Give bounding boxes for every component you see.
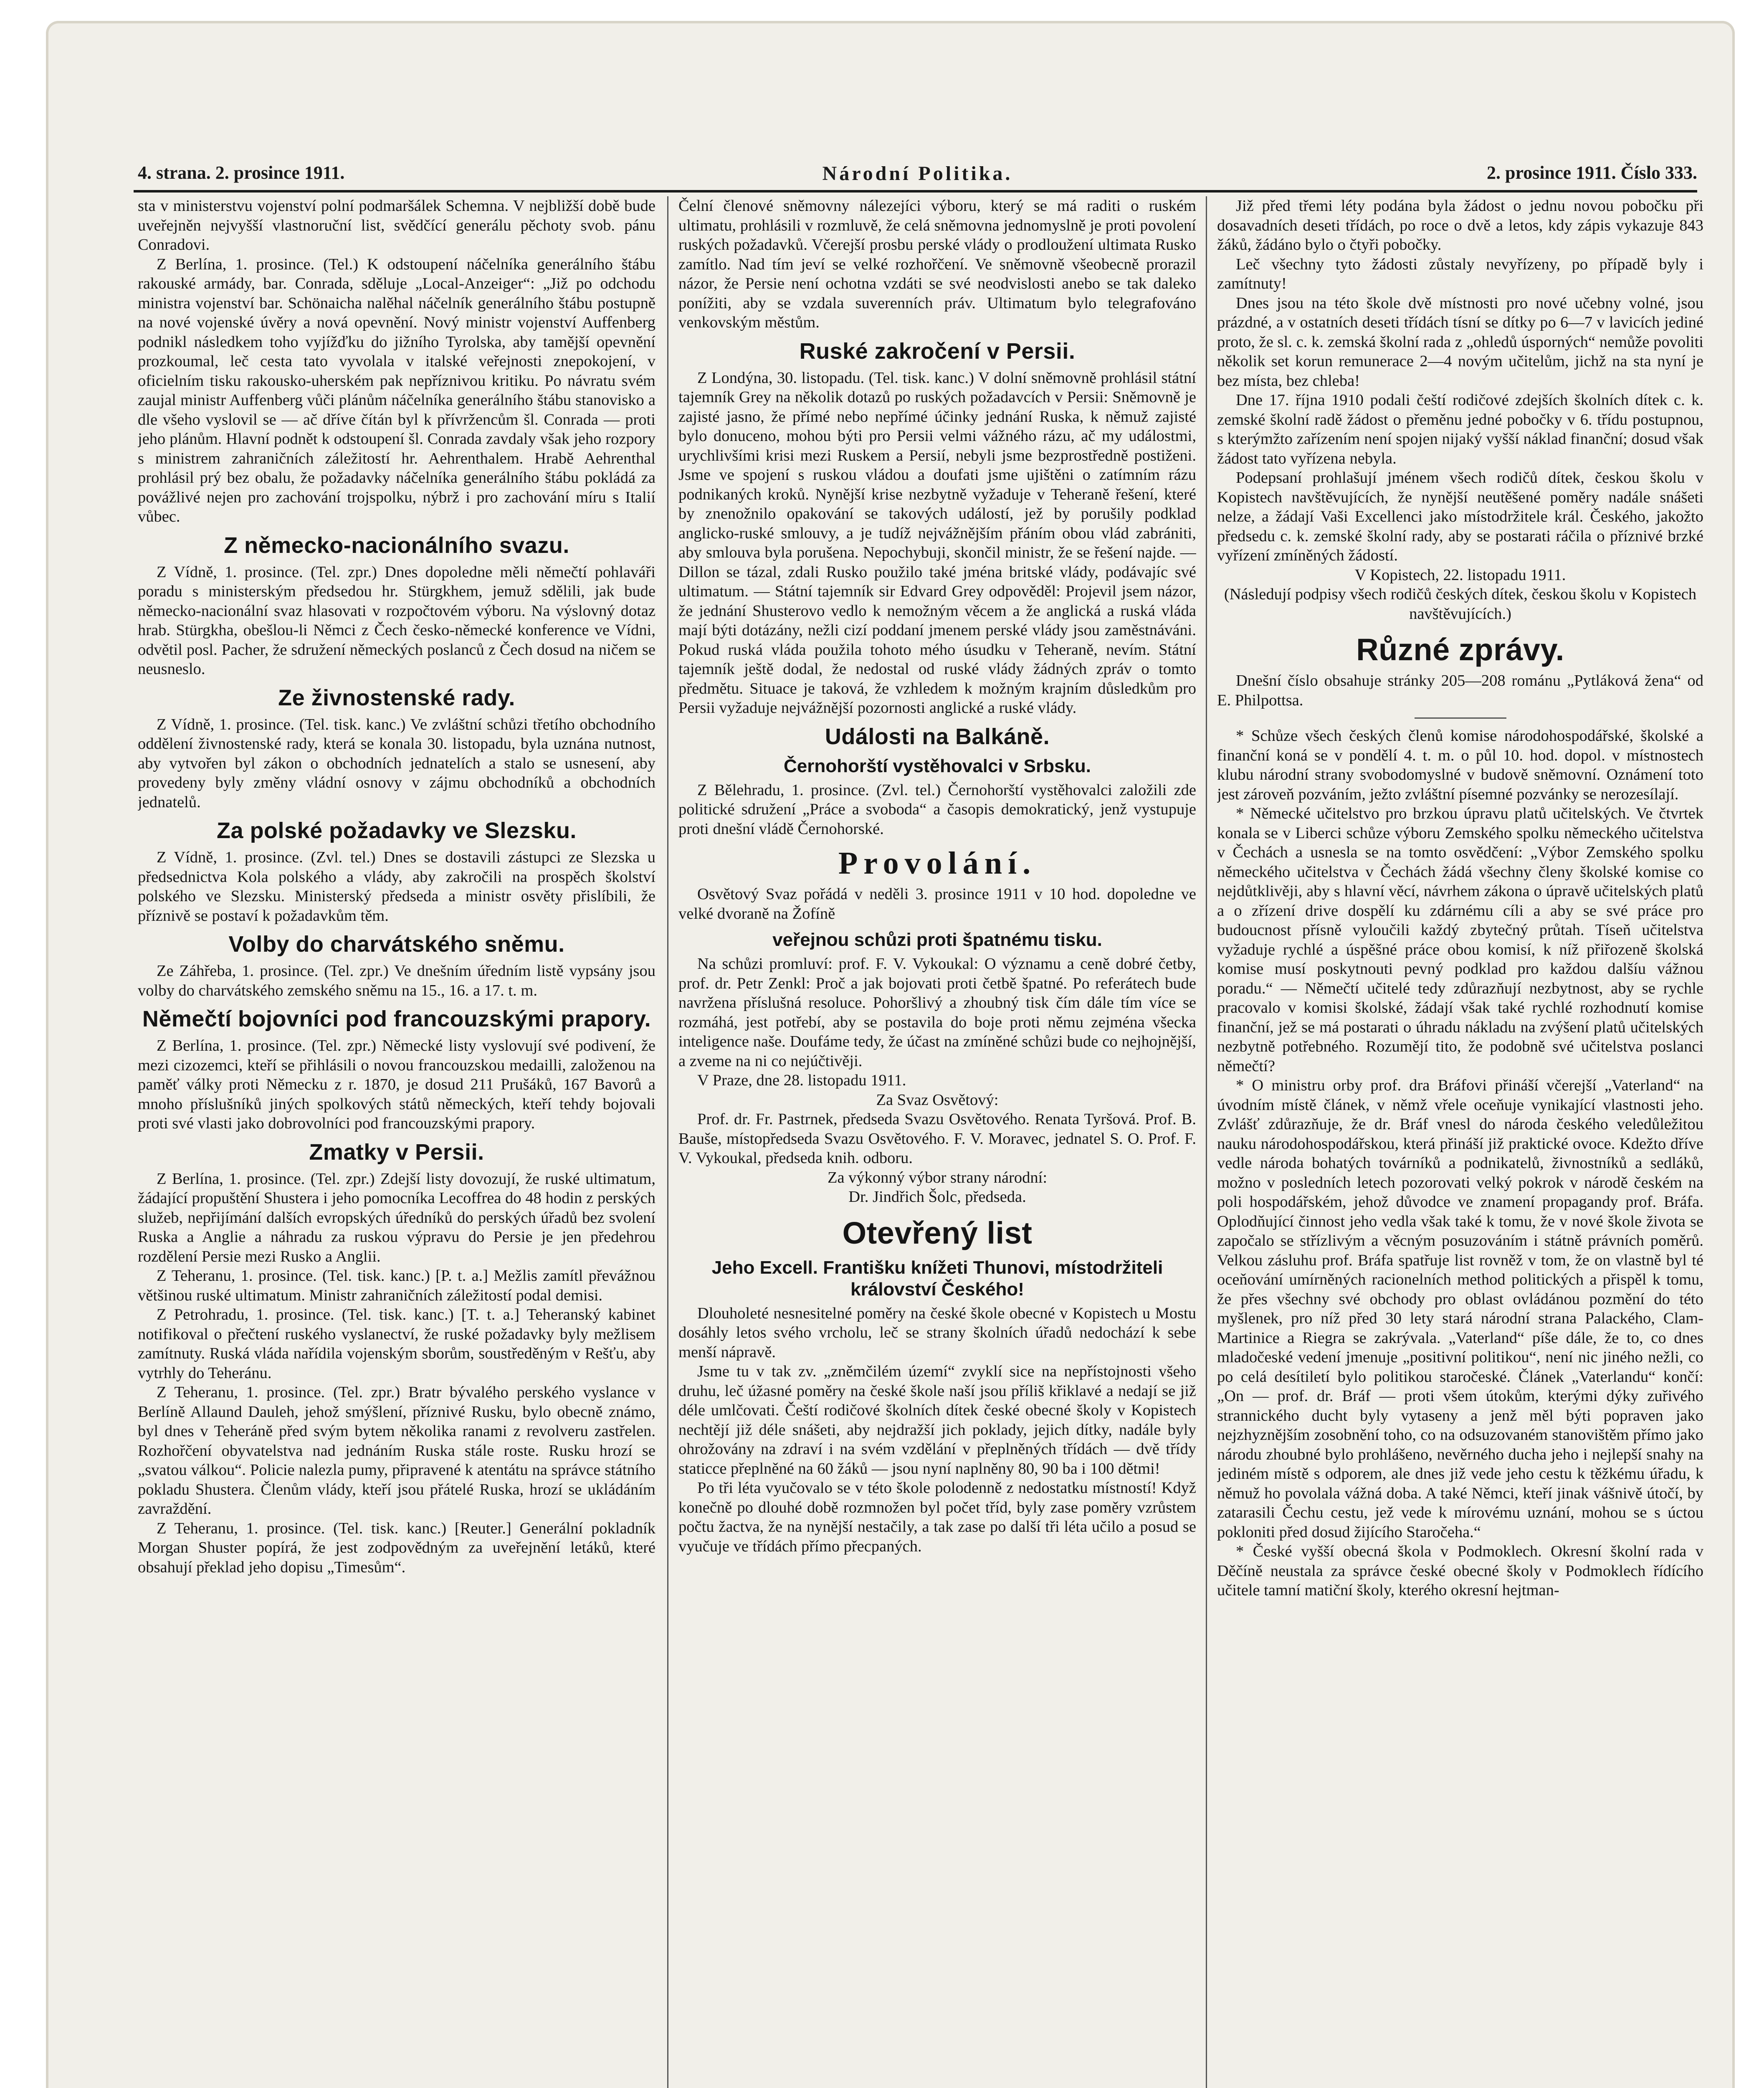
article-text: Z Bělehradu, 1. prosince. (Zvl. tel.) Černohorští vystěhovalci založili zde politické sdružení „Práce a svoboda“ a časopis demokratický, jenž vystupuje proti dnešní vládě Černohorské. bbox=[678, 781, 1196, 838]
article-heading: Zmatky v Persii. bbox=[309, 1139, 484, 1165]
signature-line: Za Svaz Osvětový: bbox=[876, 1091, 999, 1109]
article-text: Na schůzi promluví: prof. F. V. Vykoukal: O významu a ceně dobré četby, prof. dr. Petr Zenkl: Proč a jak bojovati proti četbě špatné. Po referátech bude navržena příslušná resoluce. Pohoršlivý a zhoubný tisk čím dále tím více se rozmáhá, jest potřebí, aby se postavila do boje proti němu zejména všecka inteligence naše. Doufáme tedy, že účast na zmíněné schůzi bude co nejhojnější, a zveme na ni co nejúčtivěji. bbox=[678, 955, 1196, 1070]
header-date-and-issue: 2. prosince 1911. Číslo 333. bbox=[1486, 162, 1697, 183]
open-letter-heading: Otevřený list bbox=[842, 1215, 1033, 1250]
column-divider bbox=[667, 196, 668, 2088]
article-heading: Němečtí bojovníci pod francouzskými prapory. bbox=[142, 1006, 651, 1031]
article-text: Dnešní číslo obsahuje stránky 205—208 románu „Pytláková žena“ od E. Philpottsa. bbox=[1217, 672, 1703, 709]
column-divider bbox=[1206, 196, 1207, 2088]
article-text: V Praze, dne 28. listopadu 1911. bbox=[697, 1072, 906, 1089]
article-text: Z Teheranu, 1. prosince. (Tel. tisk. kanc.) [Reuter.] Generální pokladník Morgan Shuster popírá, že jest zodpovědným za uveřejnění letáků, které obsahují překlad jeho dopisu „Timesům“. bbox=[138, 1519, 655, 1576]
signature-line: (Následují podpisy všech rodičů českých dítek, českou školu v Kopistech navštěvujících.) bbox=[1224, 585, 1697, 623]
article-heading: Volby do charvátského sněmu. bbox=[228, 932, 565, 957]
signature-line: Dr. Jindřich Šolc, předseda. bbox=[848, 1188, 1026, 1206]
article-text: Leč všechny tyto žádosti zůstaly nevyřízeny, po případě byly i zamítnuty! bbox=[1217, 255, 1703, 292]
article-text: Dnes jsou na této škole dvě místnosti pro nové učebny volné, jsou prázdné, a v ostatních deseti třídách tísní se dítky po 6—7 v lavicích jediné proto, že sl. c. k. zemská školní rada z „ohledů úsporných“ nemůže povoliti několik set korun remunerace 2—4 novým učitelům, jichž na sta nyní je bez místa, bez chleba! bbox=[1217, 294, 1703, 390]
article-text: Z Berlína, 1. prosince. (Tel. zpr.) Zdejší listy dovozují, že ruské ultimatum, žádající propuštění Shustera i jeho pomocníka Lecoffrea do 48 hodin z perských služeb, nepřijímání dalších evropských úředníků do perských úřadů bez svolení Ruska a Anglie a náhradu za ruskou výpravu do Persie je jen předehrou rozdělení Persie mezi Rusko a Anglii. bbox=[138, 1170, 655, 1265]
column-1 bbox=[138, 196, 655, 2088]
article-text: Z Vídně, 1. prosince. (Zvl. tel.) Dnes se dostavili zástupci ze Slezska u předsednictva Kola polského a vlády, aby zakročili na prospěch školství polského ve Slezsku. Ministerský předseda a ministr osvěty přislíbili, že příznivě se postaví k požadavkům těm. bbox=[138, 849, 655, 925]
article-heading: Ze živnostenské rady. bbox=[278, 685, 515, 710]
newspaper-title: Národní Politika. bbox=[822, 162, 1013, 185]
article-text: Podepsaní prohlašují jménem všech rodičů dítek, českou školu v Kopistech navštěvujících, že nynější neutěšené poměry nadále snášeti nelze, a žádají Vaši Excellenci jako místodržitele král. Českého, jakožto předsedu c. k. zemské školní rady, aby se postarati ráčila o příznivé brzké vyřízení zmíněných žádostí. bbox=[1217, 469, 1703, 564]
article-text: Z Berlína, 1. prosince. (Tel. zpr.) Německé listy vyslovují své podivení, že mezi cizozemci, kteří se přihlásili o novou francouzskou medailli, založenou na paměť války proti Německu z r. 1870, je dosud 211 Prušáků, 167 Bavorů a mnoho příslušníků jiných spolkových států německých, kteří tehdy bojovali proti své vlasti jako dobrovolníci pod francouzskými prapory. bbox=[138, 1037, 655, 1132]
section-heading: Různé zprávy. bbox=[1356, 632, 1564, 667]
article-text: * České vyšší obecná škola v Podmoklech. Okresní školní rada v Děčíně neustala za správce české obecné školy v Podmoklech řídícího učitele tamní matiční školy, kterého okresní hejtman- bbox=[1217, 1543, 1703, 1599]
column-3 bbox=[1217, 196, 1703, 2088]
article-text: Z Teheranu, 1. prosince. (Tel. tisk. kanc.) [P. t. a.] Mežlis zamítl převážnou většinou ruské ultimatum. Ministr zahraničních záležitostí podal demisi. bbox=[138, 1267, 655, 1304]
article-text: * Německé učitelstvo pro brzkou úpravu platů učitelských. Ve čtvrtek konala se v Liberci schůze výboru Zemského spolku německého učitelstva v Čechách a usnesla se na tomto osvědčení: „Výbor Zemského spolku německého učitelstva v Čechách žádá všechny členy školské komise co nejdůtklivěji, aby s hlavní věcí, návrhem zákona o úpravě učitelských platů a o zřízení drive dospělí ku zdárnému cíli a aby se své práce pro budoucnost přísně vyloučili každý zbytečný průtah. Tíseň učitelstva vyžaduje rychlé a úspěšné práce obou komisí, k níž přiřozeně školská komise musí poskytnouti pevný podklad pro každou dalšíu vážnou poradu.“ — Němečtí učitelé tedy zdůrazňují nezbytnost, aby se rychle pracovalo v komisi školské, žádají však také rychlé rozhodnutí komise finanční, jež se má postarati o úhradu nákladu na zvýšení platů učitelských nezbytně potřebného. Rozumějí tito, že podobně své učitelstva poslanci němečtí? bbox=[1217, 805, 1703, 1075]
article-heading: Události na Balkáně. bbox=[825, 724, 1050, 749]
article-text: Jsme tu v tak zv. „zněmčilém území“ zvyklí sice na nepřístojnosti všeho druhu, leč úžasné poměry na české škole naší jsou příliš křiklavé a nedají se již déle umlčovati. Čeští rodičové školních dítek české obecné školy v Kopistech nechtějí již déle snášeti, aby nejdražší jich poklady, jejich dítky, nadále byly ohrožovány na zdraví i na svém vzdělání v přeplněných třídách — dvě třídy staticce přeplněné na 60 žáků — jsou nyní naplněny 80, 90 ba i 100 dětmi! bbox=[678, 1363, 1196, 1477]
proclamation-heading: Provolání. bbox=[838, 846, 1037, 881]
article-subheading: Jeho Excell. Františku knížeti Thunovi, místodržiteli království Českého! bbox=[711, 1257, 1163, 1300]
article-text: Již před třemi léty podána byla žádost o jednu novou pobočku při dosavadních deseti třídách, po roce o dvě a letos, kdy zápis vykazuje 843 žáků, žádáno bylo o čtyři pobočky. bbox=[1217, 197, 1703, 253]
article-text: Prof. dr. Fr. Pastrnek, předseda Svazu Osvětového. Renata Tyršová. Prof. B. Bauše, místopředseda Svazu Osvětového. F. V. Moravec, jednatel S. O. Prof. F. V. Vykoukal, předseda knih. odboru. bbox=[678, 1110, 1196, 1167]
section-divider bbox=[1415, 717, 1506, 719]
article-text: Z Vídně, 1. prosince. (Tel. zpr.) Dnes dopoledne měli němečtí pohlaváři poradu s ministerským předsedou hr. Stürgkhem, jemuž sdělili, jak bude německo-nacionální svaz hlasovati v rozpočtovém výboru. Na výslovný dotaz hrab. Stürgkha, obešlou-li Němci z Čech česko-německé konference ve Vídni, odvětil posl. Pacher, že sdružení německých poslanců z Čech dosud na ničem se neusneslo. bbox=[138, 563, 655, 678]
article-text: * Schůze všech českých členů komise národohospodářské, školské a finanční koná se v pondělí 4. t. m. o půl 10. hod. dopol. v místnostech klubu národní strany svobodomyslné v budově sněmovní. Oznámení toto jest zároveň pozváním, ježto zvláštní písemné pozvánky se nerozesílají. bbox=[1217, 727, 1703, 803]
article-text: Z Londýna, 30. listopadu. (Tel. tisk. kanc.) V dolní sněmovně prohlásil státní tajemník Grey na několik dotazů po ruských požadavcích v Persii: Sněmovně je zajisté jasno, že přímé nebo nepřímé účinky jednání Ruska, k němuž zajisté bylo donuceno, mohou býti pro Persii velmi vážného rázu, ač my událostmi, urychlivšími krisi mezi Ruskem a Persií, nebyli jsme bezprostředně postiženi. Jsme ve spojení s ruskou vládou a doufati jsme ujištěni o zatímním rázu podnikaných kroků. Nynější krise nezbytně vyžaduje v Teheraně řešení, které by znenožnilo opakování se takových událostí, jež by porušily podklad anglicko-ruské smlouvy, a je tudíž nejvážnějším přáním obou vlád zabrániti, aby smlouva byla porušena. Nepochybuji, skončil ministr, že se řešení najde. — Dillon se tázal, zdali Rusko použilo také jména britské vlády, podávajíc své ultimatum. — Státní tajemník sir Edvard Grey odpověděl: Projevil jsem názor, že jednání Shusterovo vedlo k nemožným věcem a že anglická a ruská vláda mají býti dotázány, nežli cizí poddaní jmenem perské vlády jsou zaměstnáváni. Pokud ruská vláda použila tohoto mého úsudku v Teheraně, nevím. Státní tajemník ještě dodal, že nedostal od ruské vlády žádných zpráv o tomto předmětu. Situace je taková, že vzhledem k možným krajním důsledkům pro Persii vyžaduje nejvážnější pozornosti anglické a ruské vlády. bbox=[678, 369, 1196, 717]
signature-line: V Kopistech, 22. listopadu 1911. bbox=[1354, 566, 1566, 584]
column-2 bbox=[678, 196, 1196, 2088]
article-text: Dne 17. října 1910 podali čeští rodičové zdejších školních dítek c. k. zemské školní radě žádost o přeměnu jedné pobočky v 6. třídu postupnou, s kterýmžto zařízením není spojen nijaký vyšší náklad finanční; dosud však žádost tato vyřízena nebyla. bbox=[1217, 391, 1703, 467]
article-text: Po tři léta vyučovalo se v této škole polodenně z nedostatku místností! Když konečně po dlouhé době rozmnožen byl počet tříd, byly zase poměry vzrůstem počtu žactva, že na nynější nestačily, a tak zase po další tři léta učilo a posud se vyučuje ve třídách přímo přecpaných. bbox=[678, 1479, 1196, 1555]
header-page-and-date: 4. strana. 2. prosince 1911. bbox=[138, 162, 345, 183]
article-text: Z Berlína, 1. prosince. (Tel.) K odstoupení náčelníka generálního štábu rakouské armády, bar. Conrada, sděluje „Local-Anzeiger“: „Již po odchodu ministra vojenství bar. Schönaicha nalěhal náčelník generálního štábu postupně na nové vojenské úvěry a nová opevnění. Nový ministr vojenství Auffenberg podnikl následkem toho vyjížďku do jižního Tyrolska, aby tamější opevnění prozkoumal, leč cesta tato vyvolala v italské veřejnosti znepokojení, v oficielním tisku rakousko-uherském pak nepříznivou kritiku. Po návratu svém zaujal ministr Auffenberg vůči plánům náčelníka generálního štábu stanovisko a dle všeho vyslovil se — ač dříve čítán byl k přívržencům šl. Conrada — proti jeho plánům. Hlavní podnět k odstoupení šl. Conrada zavdaly však jeho rozpory s ministrem zahraničních záležitostí hr. Aehrenthalem. Hrabě Aehrenthal prohlásil prý bez obalu, že požadavky náčelníka generálního štábu pokládá za povážlivé nejen pro zachování trojspolku, nýbrž i pro zachování míru s Italií vůbec. bbox=[138, 255, 655, 525]
article-text: Z Petrohradu, 1. prosince. (Tel. tisk. kanc.) [T. t. a.] Teheranský kabinet notifikoval o přečtení ruského vyslanectví, že ruské požadavky byly mežlisem zamítnuty. Ruská vláda nařídila vojenským sborům, soustředěným v Rešťu, aby vytrhly do Teheránu. bbox=[138, 1306, 655, 1382]
article-text: Dlouholeté nesnesitelné poměry na české škole obecné v Kopistech u Mostu dosáhly letos svého vrcholu, leč se strany školních úřadů nedochází k sebe menší nápravě. bbox=[678, 1304, 1196, 1361]
article-text: Z Teheranu, 1. prosince. (Tel. zpr.) Bratr bývalého perského vyslance v Berlíně Allaund Dauleh, jehož smýšlení, příznivé Rusku, bylo obecně známo, byl dnes v Teheráně před svým bytem několika ranami z revolveru zastřelen. Rozhořčení obyvatelstva nad jednáním Ruska stále roste. Rusku hrozí se „svatou válkou“. Policie nalezla pumy, připravené k atentátu na správce státního pokladu Shustera. Členům vlády, kteří jsou přátelé Ruska, hrozí se ukládáním zavraždění. bbox=[138, 1384, 655, 1518]
article-heading: Za polské požadavky ve Slezsku. bbox=[217, 818, 577, 843]
article-subheading: veřejnou schůzi proti špatnému tisku. bbox=[772, 930, 1102, 950]
page-header bbox=[138, 162, 1697, 187]
article-subheading: Černohorští vystěhovalci v Srbsku. bbox=[783, 755, 1091, 776]
article-text: Čelní členové sněmovny nálezejíci výboru, který se má raditi o ruském ultimatu, prohlásili v rozmluvě, že celá sněmovna jednomyslně je proti povolení ruských požadavků. Včerejší prosbu perské vlády o prodloužení ultimata Rusko zamítlo. Nad tím jeví se velké rozhořčení. Ve sněmovně všeobecně prorazil názor, že Persie není ochotna vzdáti se své neodvislosti anebo se tak daleko ponížiti, aby se vzdala suverenních práv. Ultimatum bylo telegrafováno venkovským městům. bbox=[678, 197, 1196, 331]
article-heading: Z německo-nacionálního svazu. bbox=[224, 532, 569, 558]
article-text: * O ministru orby prof. dra Bráfovi přináší včerejší „Vaterland“ na úvodním místě článek, v němž vřele oceňuje vynikající vlastnosti jeho. Zvlášť zdůrazňuje, že dr. Bráf vnesl do národa českého veledůležitou nauku národohospodářskou, která přináší již praktické ovoce. Kdežto dříve vedle národa bohatých továrníků a podnikatelů, živnostníků a sedláků, možno v posledních letech pozorovati velký pokrok v národě českém na poli hospodářském, jehož důvodce ve znamení propagandy prof. Bráfa. Oplodňující činnost jeho vedla však také k tomu, že v nové škole života se započalo se střízlivým a věcným posuzováním i státně právních poměrů. Velkou zásluhu prof. Bráfa spatřuje list rovněž v tom, že on vlastně byl té oceňování umírněných racionelních method politických a přispěl k tomu, že přes všechny své obchody pro oblast ovládánou pozmění do této myšlenek, pro níž před 30 lety stará národní strana Palackého, Clam-Martinice a Riegra se zakrývala. „Vaterland“ píše dále, že to, co dnes mladočeské vedení jmenuje „positivní politikou“, není nic jiného nežli, co po celá desítiletí bylo politikou staročeské. Článek „Vaterlandu“ končí: „On — prof. dr. Bráf — proti všem útokům, kterými dýky zuřivého strannického ducht byly vytaseny a jenž měl býti popraven jako nejzhyznějším zosobnění toho, co na odsuzovaném stanovištěm přímo jako národu zhoubné bylo prohlášeno, nevěrného ducha jeho i nejlepší snahy na jediném místě s odporem, ale dnes již vede jeho cestu k těžkému úřadu, k němuž ho povolala vážná doba. A také Němci, kteří jinak vášnivě útočí, by zatarasili Čechu cestu, jež vede k mírovému uznání, mohou se s úctou pokloniti před dosud žijícího Staročeha.“ bbox=[1217, 1077, 1703, 1541]
article-text: Osvětový Svaz pořádá v neděli 3. prosince 1911 v 10 hod. dopoledne ve velké dvoraně na Žofíně bbox=[678, 885, 1196, 922]
article-text: Z Vídně, 1. prosince. (Tel. tisk. kanc.) Ve zvláštní schůzi třetího obchodního oddělení živnostenské rady, která se konala 30. listopadu, byla uznána nutnost, aby vytvořen byl zákon o obchodních jednatelích a stalo se usnesení, aby provedeny byly změny vládní osnovy v zájmu obchodníků a obchodních jednatelů. bbox=[138, 715, 655, 811]
signature-line: Za výkonný výbor strany národní: bbox=[827, 1168, 1048, 1186]
article-text: sta v ministerstvu vojenství polní podmaršálek Schemna. V nejbližší době bude uveřejněn nejvyšší vlastnoruční list, svědčící generálu pěchoty svob. pánu Conradovi. bbox=[138, 197, 655, 253]
header-rule bbox=[134, 190, 1697, 193]
article-heading: Ruské zakročení v Persii. bbox=[799, 338, 1076, 364]
article-text: Ze Záhřeba, 1. prosince. (Tel. zpr.) Ve dnešním úředním listě vypsány jsou volby do charvátského zemského sněmu na 15., 16. a 17. t. m. bbox=[138, 962, 655, 999]
